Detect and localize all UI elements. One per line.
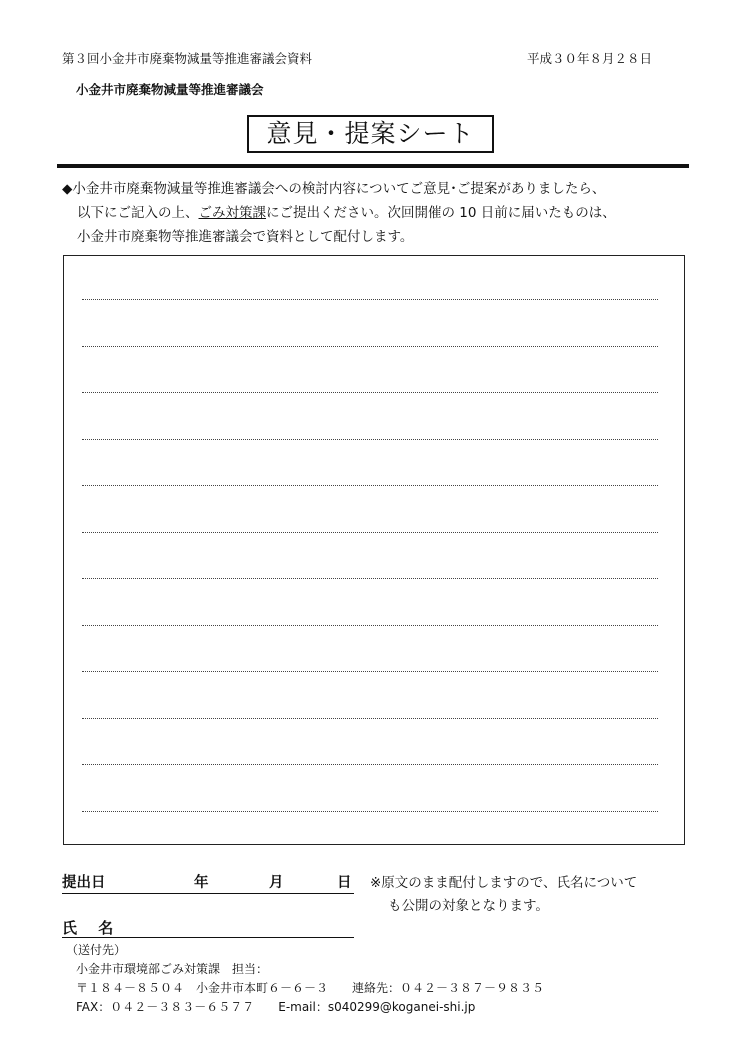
writing-line <box>82 299 658 300</box>
address-postal: 〒１８４－８５０４ 小金井市本町６－６－３ 連絡先：０４２－３８７－９８３５ <box>76 981 545 995</box>
instructions-line-3: 小金井市廃棄物等推進審議会で資料として配付します。 <box>77 229 414 245</box>
address-heading: （送付先） <box>66 943 127 957</box>
comment-writing-area[interactable] <box>63 255 685 845</box>
disclosure-note <box>370 872 637 918</box>
submission-date-label: 提出日 <box>62 875 106 891</box>
instructions <box>62 177 616 249</box>
writing-line <box>82 718 658 719</box>
writing-line <box>82 346 658 347</box>
instructions-line-2-post: にご提出ください。次回開催の 10 日前に届いたものは、 <box>266 205 616 221</box>
instructions-line-2-pre: 以下にご記入の上、 <box>77 205 199 221</box>
disclosure-note-line-2: も公開の対象となります。 <box>388 898 549 914</box>
writing-line <box>82 625 658 626</box>
department-name: ごみ対策課 <box>198 205 266 221</box>
document-date: 平成３０年８月２８日 <box>527 51 653 66</box>
send-to-address <box>66 941 544 1017</box>
address-department: 小金井市環境部ごみ対策課 担当： <box>76 962 269 976</box>
disclosure-note-line-1: ※原文のまま配付しますので、氏名について <box>370 875 638 891</box>
meeting-reference: 第３回小金井市廃棄物減量等推進審議会資料 <box>62 51 313 66</box>
name-field[interactable] <box>62 917 354 938</box>
writing-line <box>82 532 658 533</box>
writing-line <box>82 764 658 765</box>
page-title: 意見・提案シート <box>247 115 494 153</box>
writing-line <box>82 392 658 393</box>
instructions-line-2 <box>62 201 616 225</box>
month-label: 月 <box>269 875 284 891</box>
year-label: 年 <box>194 875 209 891</box>
writing-line <box>82 578 658 579</box>
writing-line <box>82 485 658 486</box>
day-label: 日 <box>337 875 352 891</box>
council-name: 小金井市廃棄物減量等推進審議会 <box>76 82 264 97</box>
address-fax-email: FAX：０４２－３８３－６５７７ E-mail：s040299@koganei-shi.jp <box>76 1000 476 1014</box>
writing-line <box>82 671 658 672</box>
writing-line <box>82 439 658 440</box>
name-label: 氏 名 <box>62 919 122 937</box>
instructions-line-1: ◆小金井市廃棄物減量等推進審議会への検討内容についてご意見･ご提案がありましたら、 <box>62 181 606 197</box>
title-divider <box>57 164 689 168</box>
writing-line <box>82 811 658 812</box>
submission-date-field[interactable] <box>62 871 354 894</box>
